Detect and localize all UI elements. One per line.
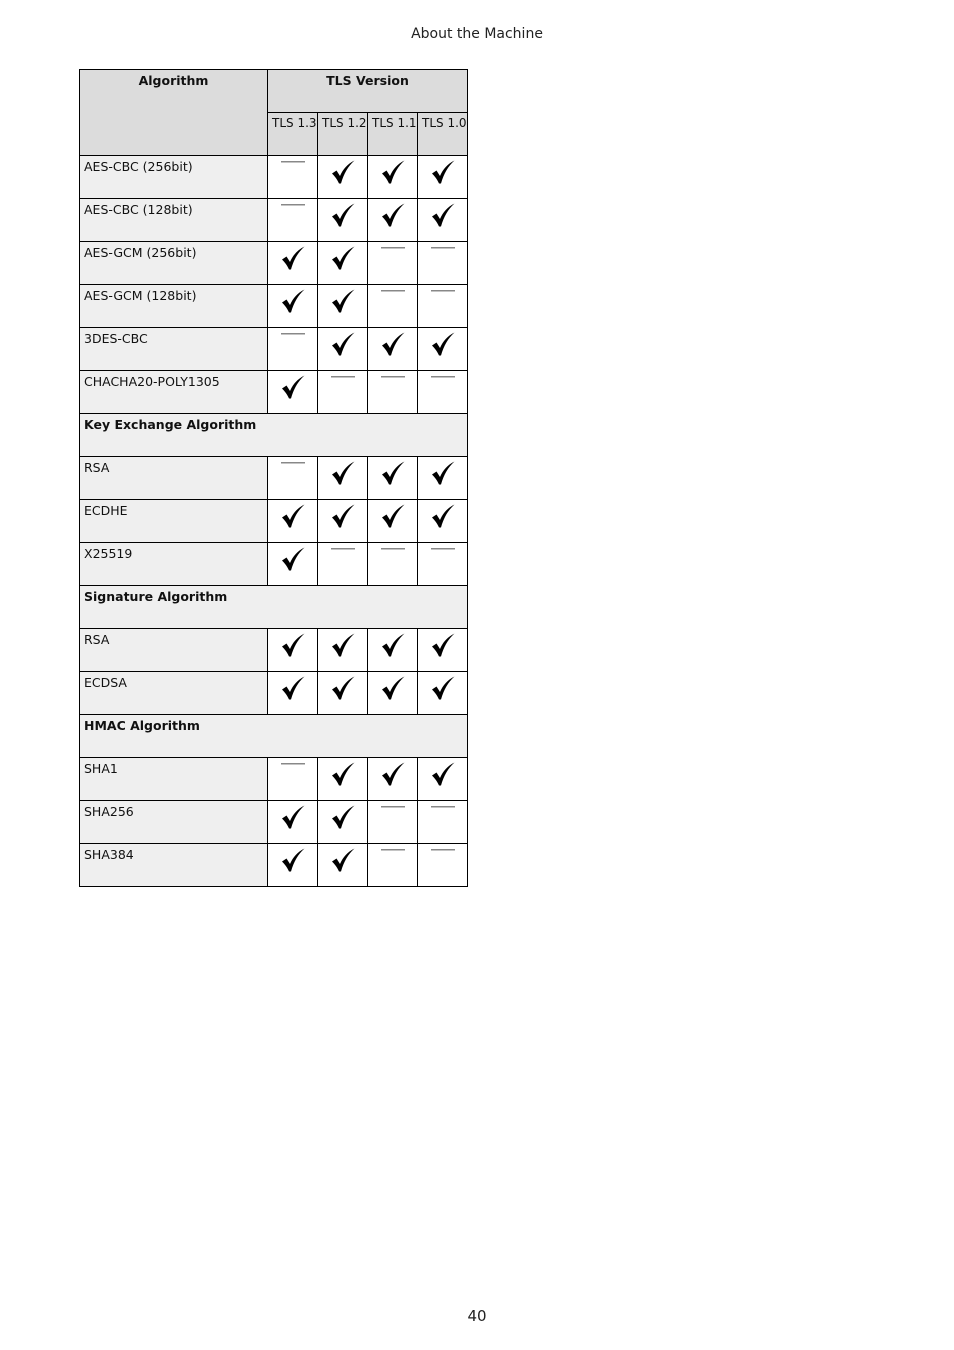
algorithm-name: RSA <box>80 629 268 672</box>
algorithm-name: SHA384 <box>80 844 268 887</box>
algorithm-name: SHA1 <box>80 758 268 801</box>
check-icon <box>318 199 368 242</box>
check-icon <box>268 543 318 586</box>
table-row <box>80 457 468 500</box>
table-row <box>80 328 468 371</box>
check-icon <box>318 457 368 500</box>
dash-icon <box>368 844 418 887</box>
dash-icon <box>268 199 318 242</box>
algorithm-name: 3DES-CBC <box>80 328 268 371</box>
algorithm-name: AES-CBC (256bit) <box>80 156 268 199</box>
algorithm-name: AES-GCM (256bit) <box>80 242 268 285</box>
algorithm-name: SHA256 <box>80 801 268 844</box>
dash-icon <box>418 844 468 887</box>
section-row <box>80 414 468 457</box>
check-icon <box>368 500 418 543</box>
dash-icon <box>318 543 368 586</box>
page-header: About the Machine <box>411 26 543 42</box>
table-row <box>80 500 468 543</box>
version-header-tls12: TLS 1.2 <box>318 113 368 156</box>
check-icon <box>318 285 368 328</box>
dash-icon <box>318 371 368 414</box>
table-head <box>80 70 468 156</box>
table-row <box>80 672 468 715</box>
check-icon <box>368 199 418 242</box>
algorithm-name: ECDHE <box>80 500 268 543</box>
table-row <box>80 758 468 801</box>
check-icon <box>268 672 318 715</box>
check-icon <box>268 500 318 543</box>
dash-icon <box>368 801 418 844</box>
check-icon <box>318 328 368 371</box>
check-icon <box>418 629 468 672</box>
check-icon <box>318 801 368 844</box>
dash-icon <box>368 285 418 328</box>
algorithm-name: X25519 <box>80 543 268 586</box>
table-row <box>80 285 468 328</box>
check-icon <box>268 285 318 328</box>
check-icon <box>318 500 368 543</box>
tls-version-column-header: TLS Version <box>268 70 468 113</box>
check-icon <box>418 500 468 543</box>
section-row <box>80 715 468 758</box>
table-row <box>80 156 468 199</box>
table-row <box>80 801 468 844</box>
table-body <box>80 156 468 887</box>
algorithm-name: ECDSA <box>80 672 268 715</box>
dash-icon <box>368 242 418 285</box>
dash-icon <box>368 543 418 586</box>
table-row <box>80 543 468 586</box>
check-icon <box>368 328 418 371</box>
check-icon <box>318 156 368 199</box>
check-icon <box>268 629 318 672</box>
algorithm-name: RSA <box>80 457 268 500</box>
check-icon <box>268 371 318 414</box>
dash-icon <box>268 758 318 801</box>
table-row <box>80 844 468 887</box>
check-icon <box>418 758 468 801</box>
check-icon <box>268 844 318 887</box>
table-row <box>80 629 468 672</box>
section-title: Signature Algorithm <box>80 586 468 629</box>
dash-icon <box>418 801 468 844</box>
table-row <box>80 371 468 414</box>
page-number: 40 <box>467 1307 487 1325</box>
section-title: HMAC Algorithm <box>80 715 468 758</box>
algorithm-column-header: Algorithm <box>80 70 268 156</box>
check-icon <box>368 758 418 801</box>
check-icon <box>418 457 468 500</box>
check-icon <box>318 758 368 801</box>
check-icon <box>418 672 468 715</box>
check-icon <box>318 672 368 715</box>
dash-icon <box>268 328 318 371</box>
section-title: Key Exchange Algorithm <box>80 414 468 457</box>
check-icon <box>418 328 468 371</box>
check-icon <box>318 629 368 672</box>
table-row <box>80 199 468 242</box>
check-icon <box>318 242 368 285</box>
check-icon <box>368 629 418 672</box>
check-icon <box>268 801 318 844</box>
dash-icon <box>418 371 468 414</box>
version-header-tls10: TLS 1.0 <box>418 113 468 156</box>
version-header-tls11: TLS 1.1 <box>368 113 418 156</box>
header-row <box>80 70 468 113</box>
check-icon <box>268 242 318 285</box>
check-icon <box>368 672 418 715</box>
dash-icon <box>418 543 468 586</box>
check-icon <box>418 156 468 199</box>
section-row <box>80 586 468 629</box>
dash-icon <box>268 156 318 199</box>
dash-icon <box>368 371 418 414</box>
version-header-tls13: TLS 1.3 <box>268 113 318 156</box>
check-icon <box>368 156 418 199</box>
tls-support-table <box>79 69 468 887</box>
algorithm-name: AES-CBC (128bit) <box>80 199 268 242</box>
algorithm-name: CHACHA20-POLY1305 <box>80 371 268 414</box>
check-icon <box>418 199 468 242</box>
check-icon <box>318 844 368 887</box>
algorithm-name: AES-GCM (128bit) <box>80 285 268 328</box>
dash-icon <box>268 457 318 500</box>
dash-icon <box>418 242 468 285</box>
table-row <box>80 242 468 285</box>
dash-icon <box>418 285 468 328</box>
check-icon <box>368 457 418 500</box>
